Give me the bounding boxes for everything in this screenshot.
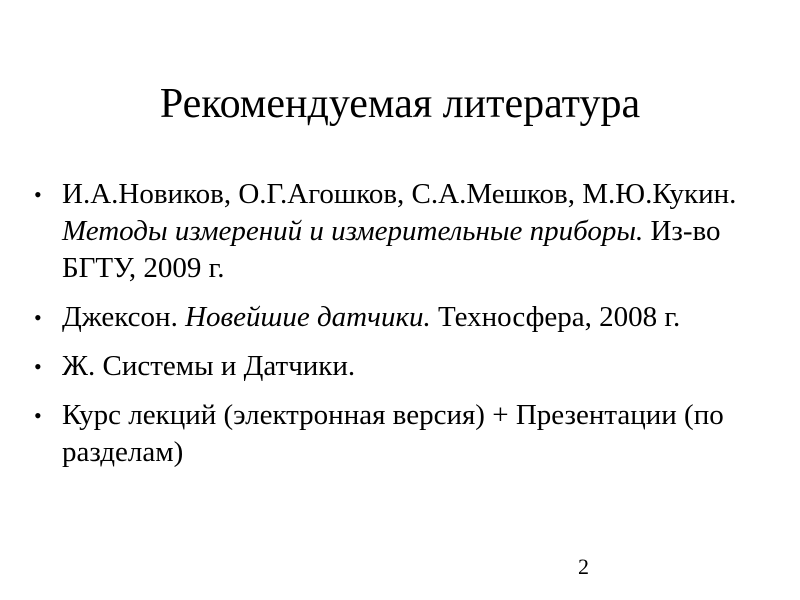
bullet-icon: • [34, 305, 42, 330]
list-item [30, 176, 750, 287]
item-work-title: Новейшие датчики. [185, 301, 431, 333]
list-item [30, 299, 750, 336]
list-item [30, 397, 750, 471]
item-author: И.А.Новиков, О.Г.Агошков, С.А.Мешков, М.Ю.Кукин. [62, 178, 737, 210]
slide-title: Рекомендуемая литература [159, 81, 641, 127]
item-author: Джексон. [62, 301, 186, 333]
item-text: Курс лекций (электронная версия) + Презентации (по разделам) [62, 399, 724, 468]
item-publisher: Из-во БГТУ, 2009 г. [62, 215, 721, 284]
bullet-icon: • [34, 354, 42, 379]
item-text: Ж. Системы и Датчики. [62, 350, 356, 382]
item-work-title: Методы измерений и измерительные приборы. [62, 215, 644, 247]
list-item [30, 348, 750, 385]
page-number: 2 [578, 554, 589, 579]
bullet-icon: • [34, 403, 42, 428]
bullet-icon: • [34, 182, 42, 207]
item-publisher: Техносфера, 2008 г. [430, 301, 681, 333]
literature-list [30, 176, 750, 483]
